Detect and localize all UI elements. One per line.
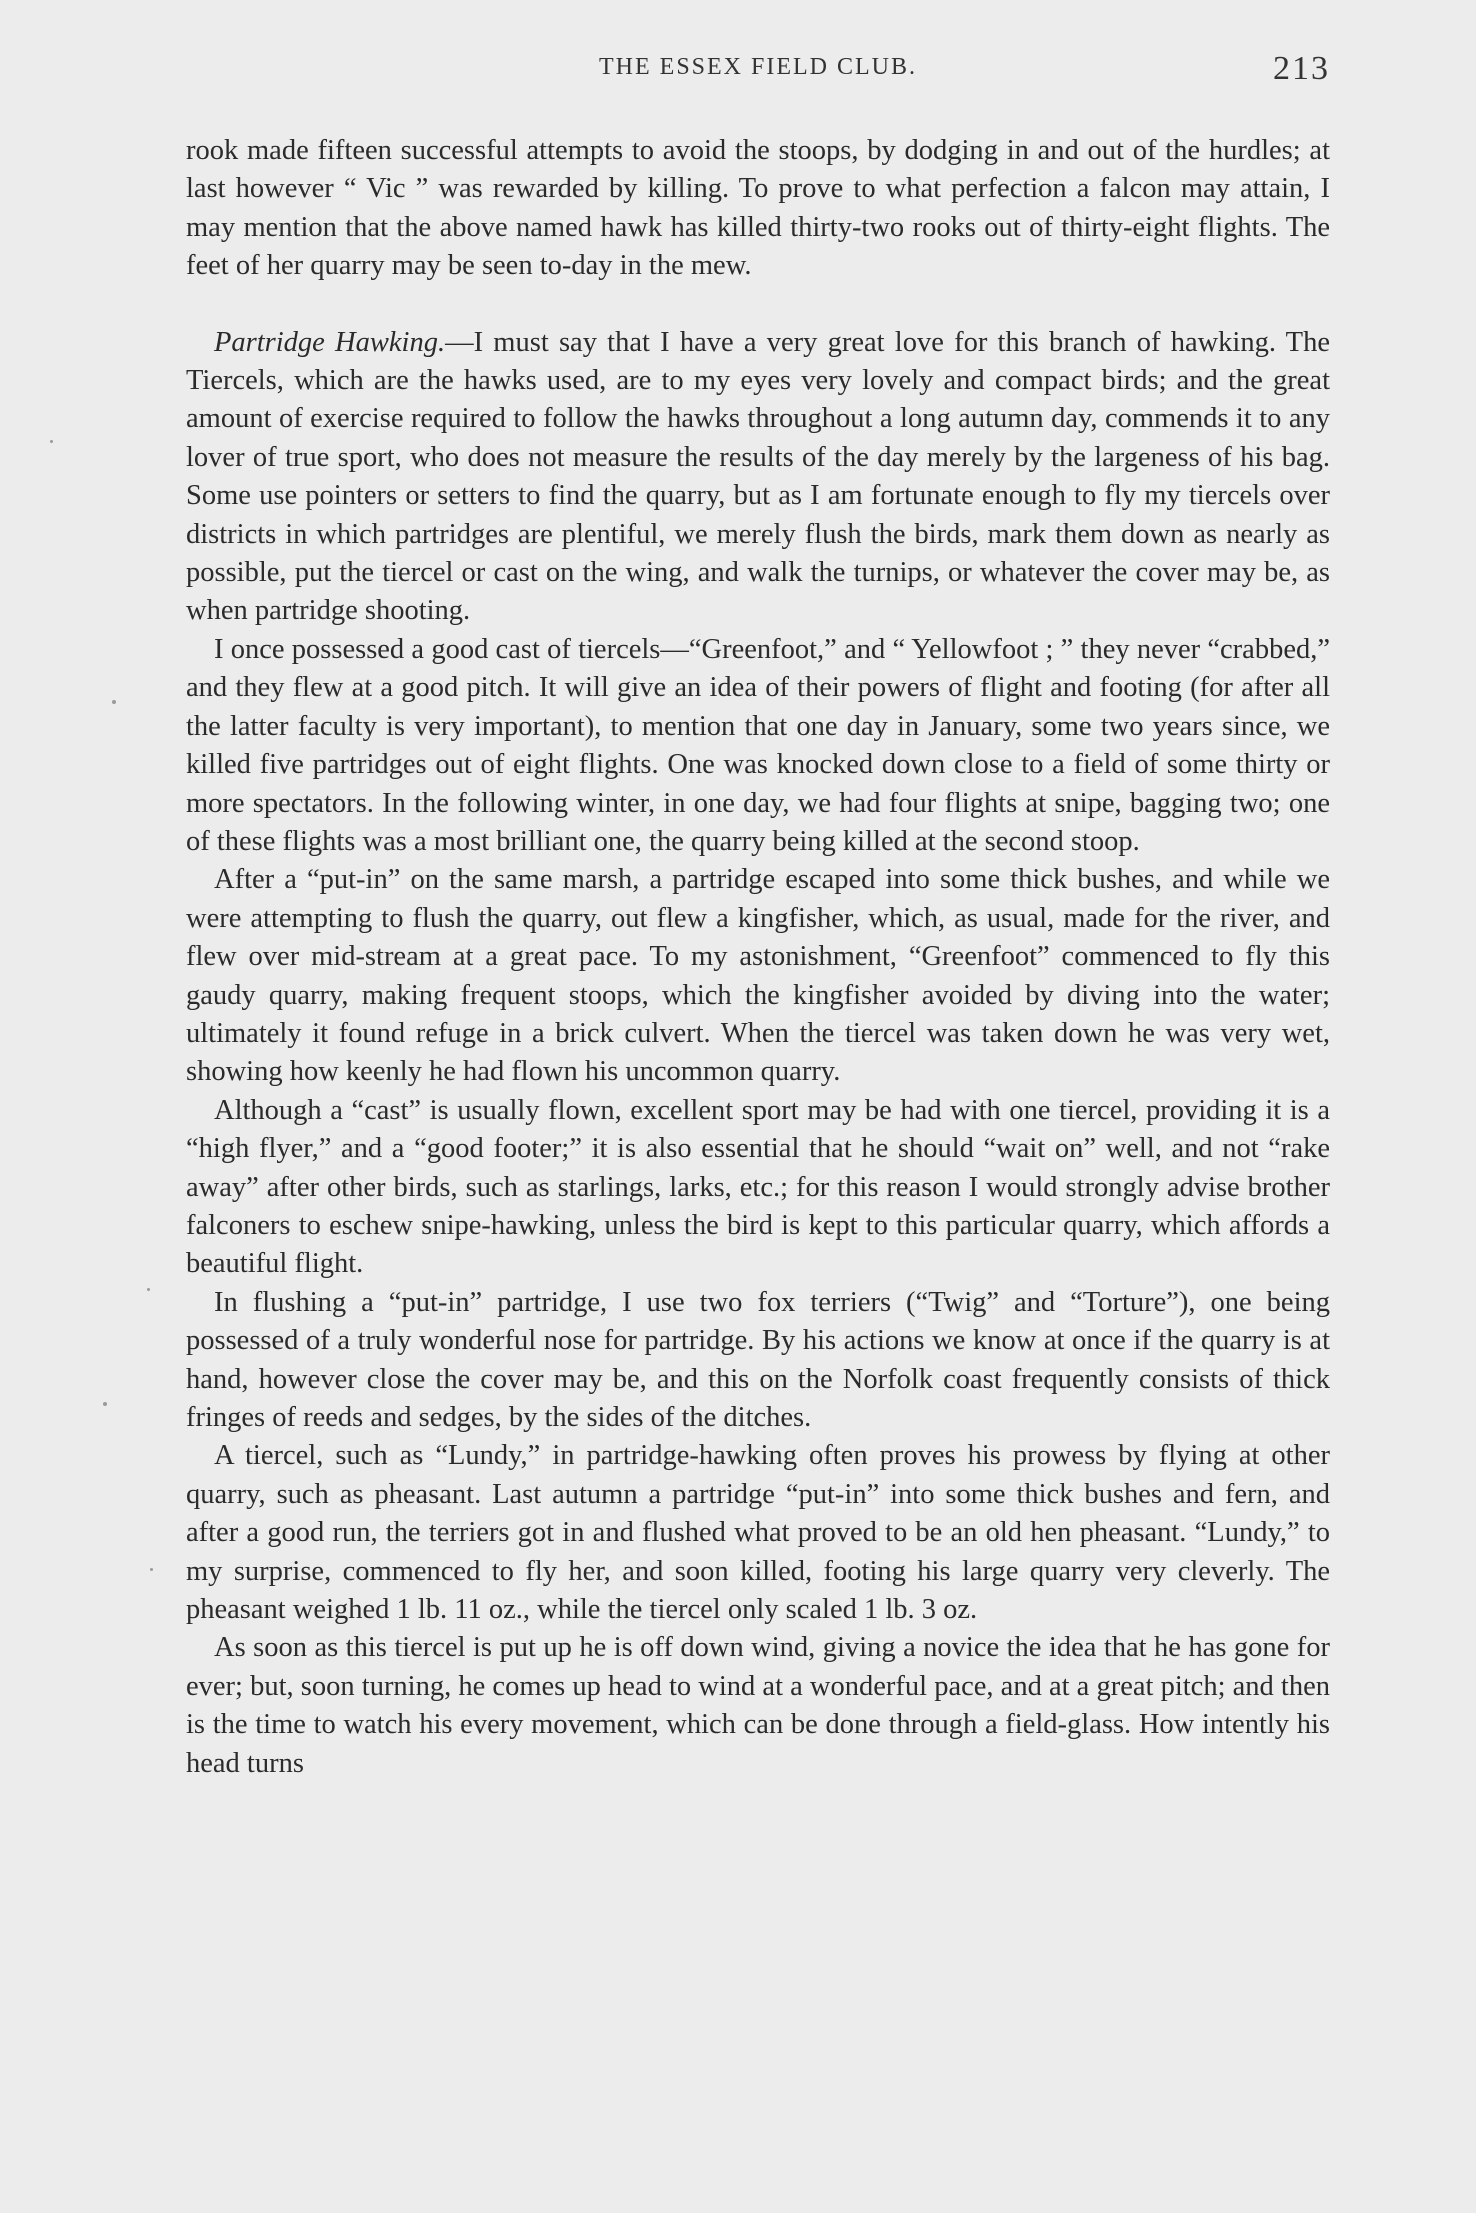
body-text bbox=[186, 132, 1330, 1783]
paper-speck bbox=[50, 440, 53, 443]
paper-speck bbox=[112, 700, 116, 704]
paragraph-lundy-pheasant: A tiercel, such as “Lundy,” in partridge-hawking often proves his prowess by flying at other quarry, such as pheasant. Last autumn a partridge “put-in” into some thick bushes and fern, and after a good run, the terriers got in and flushed what proved to be an old hen pheasant. “Lundy,” to my surprise, commenced to fly her, and soon killed, footing his large quarry very cleverly. The pheasant weighed 1 lb. 11 oz., while the tiercel only scaled 1 lb. 3 oz. bbox=[186, 1440, 1330, 1626]
paper-speck bbox=[147, 1288, 150, 1291]
paragraph-fox-terriers: In flushing a “put-in” partridge, I use two fox terriers (“Twig” and “Torture”), one being possessed of a truly wonderful nose for partridge. By his actions we know at once if the quarry is at hand, however close the cover may be, and this on the Norfolk coast frequently consists of thick fringes of reeds and sedges, by the sides of the ditches. bbox=[186, 1286, 1330, 1433]
paragraph-text: —I must say that I have a very great love for this branch of hawking. The Tiercels, which are the hawks used, are to my eyes very lovely and compact birds; and the great amount of exercise required to follow the hawks throughout a long autumn day, commends it to any lover of true sport, who does not measure the results of the day merely by the largeness of his bag. Some use pointers or setters to find the quarry, but as I am fortunate enough to fly my tiercels over districts in which partridges are plentiful, we merely flush the birds, mark them down as nearly as possible, put the tiercel or cast on the wing, and walk the turnips, or whatever the cover may be, as when partridge shooting. bbox=[186, 326, 1330, 627]
section-title-partridge-hawking: Partridge Hawking. bbox=[214, 326, 446, 358]
paragraph-greenfoot-yellowfoot: I once possessed a good cast of tiercels—“Greenfoot,” and “ Yellowfoot ; ” they never “crabbed,” and they flew at a good pitch. It will give an idea of their powers of flight and footing (for after all the latter faculty is very important), to mention that one day in January, some two years since, we killed five partridges out of eight flights. One was knocked down close to a field of some thirty or more spectators. In the following winter, in one day, we had four flights at snipe, bagging two; one of these flights was a most brilliant one, the quarry being killed at the second stoop. bbox=[186, 633, 1330, 857]
paper-speck bbox=[103, 1402, 107, 1406]
running-title: THE ESSEX FIELD CLUB. bbox=[599, 54, 917, 80]
paragraph-kingfisher: After a “put-in” on the same marsh, a partridge escaped into some thick bushes, and while we were attempting to flush the quarry, out flew a kingfisher, which, as usual, made for the river, and flew over mid-stream at a great pace. To my astonishment, “Greenfoot” commenced to fly this gaudy quarry, making frequent stoops, which the kingfisher avoided by diving into the water; ultimately it found refuge in a brick culvert. When the tiercel was taken down he was very wet, showing how keenly he had flown his uncommon quarry. bbox=[186, 864, 1330, 1088]
paragraph-partridge-hawking bbox=[186, 324, 1330, 631]
paper-speck bbox=[150, 1568, 153, 1571]
paragraph-tiercel-flight: As soon as this tiercel is put up he is off down wind, giving a novice the idea that he has gone for ever; but, soon turning, he comes up head to wind at a wonderful pace, and at a great pitch; and then is the time to watch his every movement, which can be done through a field-glass. How intently his head turns bbox=[186, 1632, 1330, 1779]
page-number: 213 bbox=[1273, 50, 1330, 87]
paragraph-single-tiercel: Although a “cast” is usually flown, excellent sport may be had with one tiercel, providing it is a “high flyer,” and a “good footer;” it is also essential that he should “wait on” well, and not “rake away” after other birds, such as starlings, larks, etc.; for this reason I would strongly advise brother falconers to eschew snipe-hawking, unless the bird is kept to this particular quarry, which affords a beautiful flight. bbox=[186, 1094, 1330, 1280]
running-head bbox=[186, 50, 1330, 90]
paragraph-rook-flights: rook made fifteen successful attempts to avoid the stoops, by dodging in and out of the hurdles; at last however “ Vic ” was rewarded by killing. To prove to what perfection a falcon may attain, I may mention that the above named hawk has killed thirty-two rooks out of thirty-eight flights. The feet of her quarry may be seen to-day in the mew. bbox=[186, 135, 1330, 282]
